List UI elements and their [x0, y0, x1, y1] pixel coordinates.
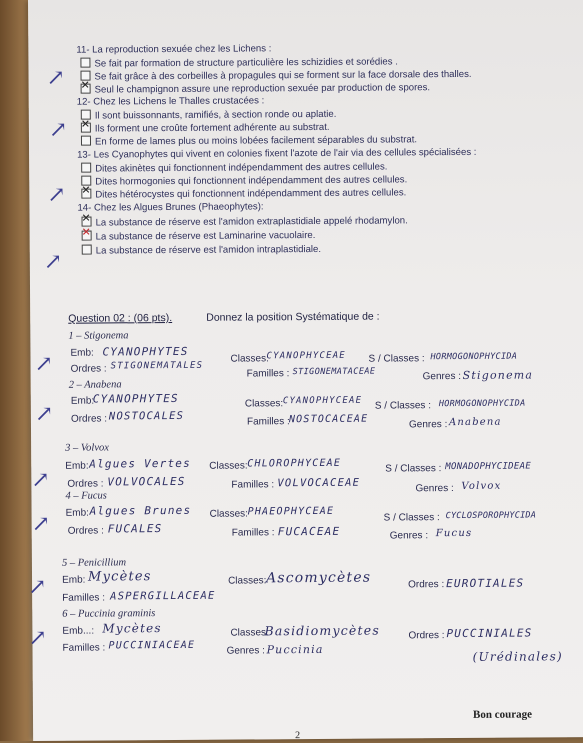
organism-heading: 1 – Stigonema: [68, 330, 129, 342]
organism-heading: 2 – Anabena: [68, 379, 122, 391]
mcq-option[interactable]: Dites akinètes qui fonctionnent indépendamment des autres cellules.: [81, 160, 387, 174]
classes-label: Classes:: [209, 508, 248, 520]
classes-label: Classes:: [230, 353, 269, 365]
answer-note: (Urédinales): [472, 649, 563, 664]
mcq-option[interactable]: ✕La substance de réserve est Laminarine vacuolaire.: [82, 229, 316, 243]
organism-heading: 3 – Volvox: [65, 442, 109, 454]
exam-sheet: [28, 0, 583, 741]
checkbox-checked[interactable]: [82, 217, 92, 227]
answer-genres: Fucus: [435, 527, 473, 540]
grade-mark-icon: ↗: [28, 574, 47, 601]
genres-label: Genres :: [389, 530, 429, 542]
genres-label: Genres :: [415, 483, 454, 495]
answer-emb: Mycètes: [87, 569, 152, 585]
answer-familles: STIGONEMATACEAE: [292, 366, 376, 378]
grade-mark-icon: ↗: [48, 117, 68, 143]
mcq-option[interactable]: Se fait grâce à des corbeilles à propagules qui se forment sur la face dorsale des thalles.: [80, 68, 471, 83]
grade-mark-icon: ↗: [28, 625, 47, 652]
answer-emb: Mycètes: [102, 621, 162, 636]
answer-classes: CHLOROPHYCEAE: [247, 457, 342, 470]
answer-classes: PHAEOPHYCEAE: [247, 505, 335, 518]
mcq-option[interactable]: ✕Seul le champignon assure une reproduction sexuée par production de spores.: [81, 81, 431, 95]
checkbox[interactable]: [82, 245, 92, 255]
ordres-label: Ordres :: [70, 413, 108, 425]
sclasses-label: S / Classes :: [374, 400, 432, 412]
answer-emb: Algues Vertes: [89, 456, 191, 471]
question-2-header: Question 02 : (06 pts).: [68, 312, 173, 325]
answer-ordres: PUCCINIALES: [446, 626, 533, 641]
checkbox[interactable]: [81, 136, 91, 146]
grade-mark-icon: ↗: [34, 351, 54, 377]
answer-emb: Algues Brunes: [89, 503, 192, 518]
grade-mark-icon: ↗: [43, 249, 63, 275]
organism-heading: 6 – Puccinia graminis: [62, 608, 156, 620]
question-2-instruction: Donnez la position Systématique de :: [206, 310, 380, 324]
answer-familles: FUCACEAE: [277, 524, 341, 539]
familles-label: Familles :: [246, 368, 290, 380]
sclasses-label: S / Classes :: [383, 512, 440, 524]
answer-sclasses: CYCLOSPOROPHYCIDA: [445, 510, 537, 522]
familles-label: Familles :: [231, 479, 275, 491]
organism-heading: 5 – Penicillium: [61, 557, 127, 569]
answer-emb: CYANOPHYTES: [102, 344, 189, 359]
genres-label: Genres :: [226, 645, 265, 657]
answer-sclasses: HORMOGONOPHYCIDA: [430, 351, 518, 363]
answer-ordres: VOLVOCALES: [107, 474, 186, 489]
answer-classes: Basidiomycètes: [264, 622, 380, 639]
ordres-label: Ordres :: [67, 525, 104, 537]
mcq-option[interactable]: En forme de lames plus ou moins lobées facilement séparables du substrat.: [81, 133, 417, 147]
classes-label: Classes:: [244, 398, 284, 410]
genres-label: Genres :: [408, 419, 448, 431]
grade-mark-icon: ↗: [31, 467, 50, 493]
classes-label: Classes:: [209, 460, 248, 472]
genres-label: Genres :: [422, 370, 462, 383]
grade-mark-icon: ↗: [47, 182, 66, 208]
emb-label: Emb...:: [62, 625, 95, 637]
answer-classes: CYANOPHYCEAE: [266, 350, 346, 362]
answer-emb: CYANOPHYTES: [92, 391, 179, 406]
classes-label: Classes:: [228, 575, 267, 587]
mcq-12-title: 12- Chez les Lichens le Thalles crustacées :: [76, 95, 265, 108]
answer-ordres: NOSTOCALES: [108, 409, 185, 423]
answer-genres: Puccinia: [266, 642, 324, 657]
answer-classes: Ascomycètes: [265, 569, 372, 587]
answer-sclasses: MONADOPHYCIDEAE: [445, 461, 532, 473]
ordres-label: Ordres :: [408, 579, 445, 591]
ordres-label: Ordres :: [408, 630, 445, 642]
mcq-option[interactable]: Se fait par formation de structure particulière les schizidies et sorédies .: [80, 55, 397, 69]
closing-message: Bon courage: [472, 708, 533, 721]
answer-genres: Anabena: [448, 416, 502, 429]
emb-label: Emb:: [65, 507, 89, 519]
answer-familles: NOSTOCACEAE: [288, 413, 369, 426]
emb-label: Emb:: [65, 460, 89, 472]
emb-label: Emb:: [70, 395, 95, 407]
answer-genres: Stigonema: [462, 368, 534, 382]
sclasses-label: S / Classes :: [385, 463, 442, 475]
mcq-14-title: 14- Chez les Algues Brunes (Phaeophytes):: [77, 201, 264, 214]
sclasses-label: S / Classes :: [368, 353, 425, 365]
emb-label: Emb:: [70, 347, 94, 359]
checkbox-checked-red[interactable]: [82, 231, 92, 241]
mcq-option[interactable]: ✕Ils forment une croûte fortement adhérente au substrat.: [81, 121, 330, 135]
answer-familles: PUCCINIACEAE: [108, 639, 196, 652]
familles-label: Familles :: [231, 527, 275, 539]
checkbox-checked[interactable]: [81, 123, 91, 133]
familles-label: Familles :: [62, 642, 106, 654]
emb-label: Emb:: [62, 574, 86, 586]
mcq-option[interactable]: ✕Dites hétérocystes qui fonctionnent indépendamment des autres cellules.: [81, 186, 406, 200]
grade-mark-icon: ↗: [31, 511, 51, 537]
classes-label: Classes:: [230, 627, 269, 639]
answer-ordres: STIGONEMATALES: [110, 360, 204, 372]
mcq-13-title: 13- Les Cyanophytes qui vivent en colonies fixent l'azote de l'air via des cellules spécialisées :: [77, 146, 477, 161]
mcq-option[interactable]: ✕La substance de réserve est l'amidon extraplastidiale appelé rhodamylon.: [82, 214, 408, 228]
mcq-option[interactable]: Dites hormogonies qui fonctionnent indépendamment des autres cellules.: [81, 173, 407, 187]
ordres-label: Ordres :: [70, 363, 107, 375]
answer-ordres: EUROTIALES: [446, 576, 525, 591]
answer-ordres: FUCALES: [107, 522, 163, 536]
mcq-11-title: 11- La reproduction sexuée chez les Lichens :: [76, 43, 272, 56]
familles-label: Familles :: [246, 416, 290, 428]
answer-sclasses: HORMOGONOPHYCIDA: [438, 398, 526, 410]
mcq-option[interactable]: Il sont buissonnants, ramifiés, à section ronde ou aplatie.: [81, 108, 337, 122]
answer-familles: VOLVOCACEAE: [277, 476, 361, 490]
grade-mark-icon: ↗: [34, 401, 54, 427]
answer-familles: ASPERGILLACEAE: [110, 589, 216, 603]
mcq-option[interactable]: La substance de réserve est l'amidon intraplastidiale.: [82, 243, 321, 257]
page-number: 2: [295, 730, 301, 742]
organism-heading: 4 – Fucus: [65, 490, 107, 502]
ordres-label: Ordres :: [67, 478, 104, 490]
checkbox[interactable]: [81, 163, 91, 173]
answer-genres: Volvox: [461, 480, 502, 492]
answer-classes: CYANOPHYCEAE: [282, 395, 363, 407]
checkbox[interactable]: [80, 58, 90, 68]
checkbox-checked[interactable]: [81, 84, 91, 94]
familles-label: Familles :: [62, 592, 106, 604]
checkbox-checked[interactable]: [81, 189, 91, 199]
grade-mark-icon: ↗: [46, 65, 66, 91]
